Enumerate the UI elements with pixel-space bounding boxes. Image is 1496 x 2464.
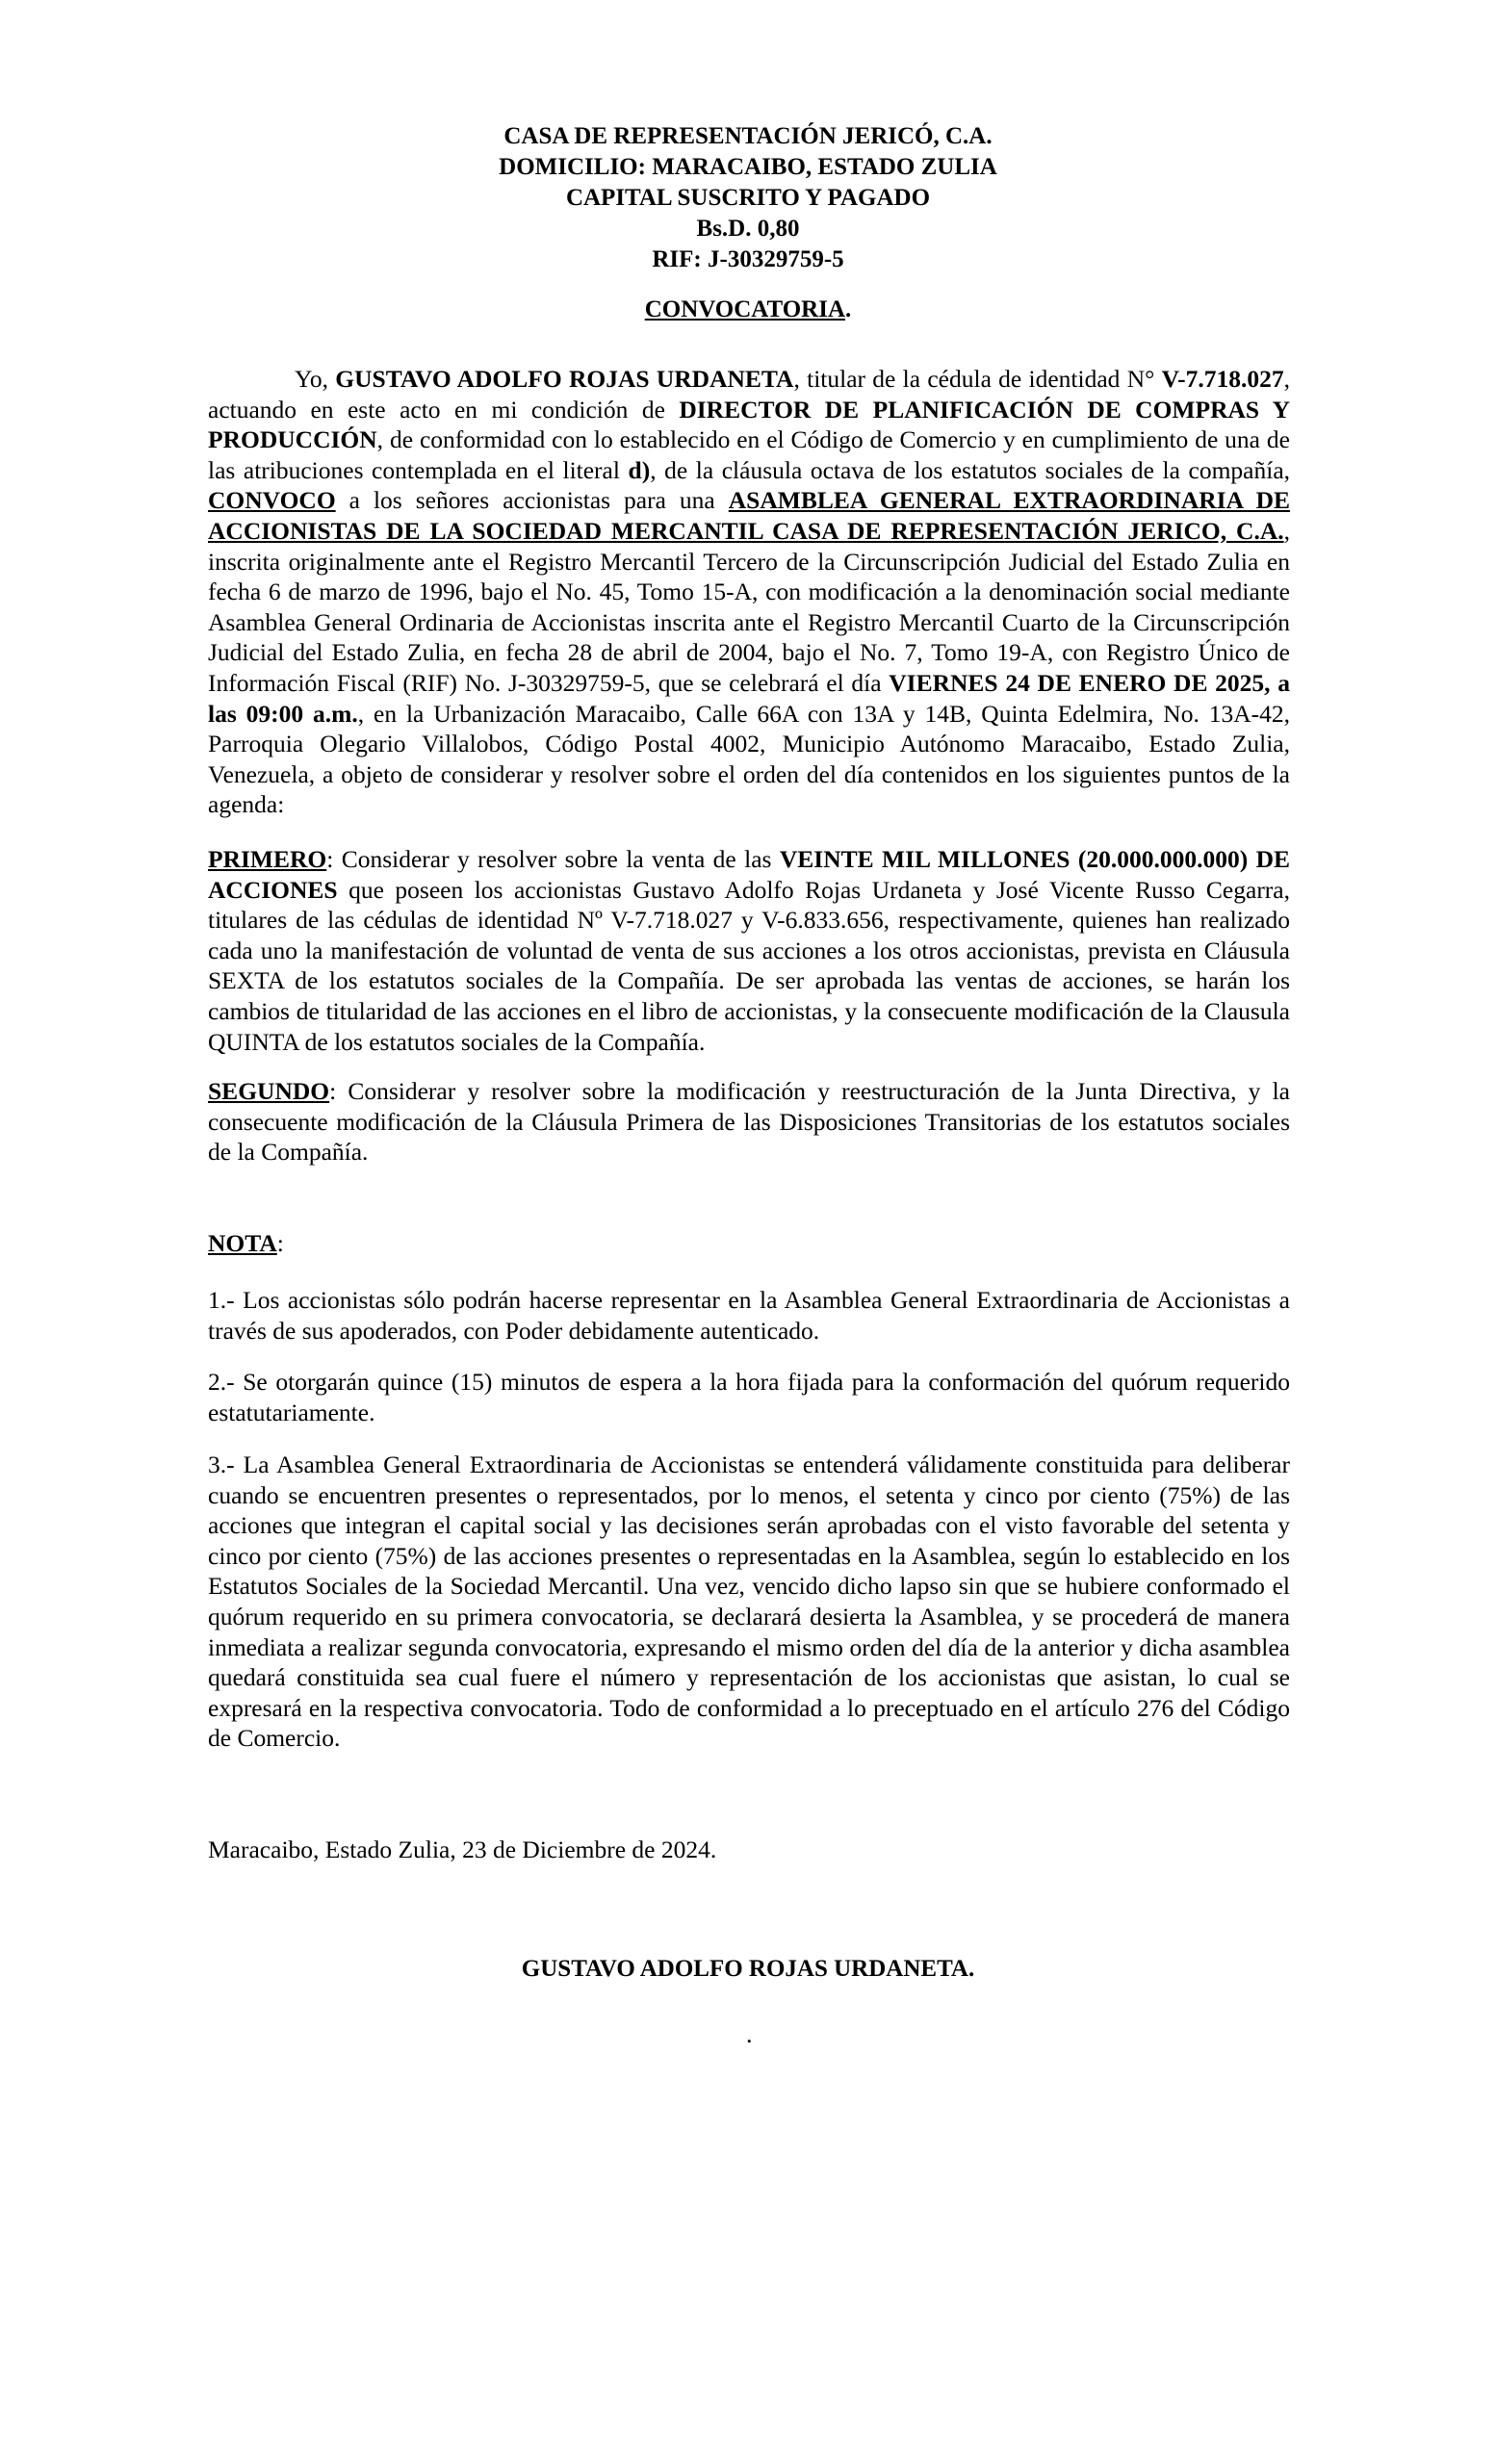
- capital-label: CAPITAL SUSCRITO Y PAGADO: [565, 185, 931, 211]
- intro-text-3: , actuando en este acto en mi condición de: [208, 365, 1290, 424]
- nota-item-1: 1.- Los accionistas sólo podrán hacerse representar en la Asamblea General Extraordinaria de Accionistas a través de sus apoderados, con Poder debidamente autenticado.: [208, 1286, 1290, 1345]
- nota-item-2: 2.- Se otorgarán quince (15) minutos de espera a la hora fijada para la conformación del quórum requerido estatutariamente.: [208, 1368, 1290, 1426]
- primero-text-1: : Considerar y resolver sobre la venta de las: [326, 845, 780, 873]
- company-domicile: DOMICILIO: MARACAIBO, ESTADO ZULIA: [499, 154, 997, 180]
- nota-item-3: 3.- La Asamblea General Extraordinaria de Accionistas se entenderá válidamente constituida para deliberar cuando se encuentren presentes o representados, por lo menos, el setenta y cinco por ciento (75%) de las acciones que integran el capital social y las decisiones serán aprobadas con el visto favorable del setenta y cinco por ciento (75%) de las acciones presentes o representadas en la Asamblea, según lo establecido en los Estatutos Sociales de la Sociedad Mercantil. Una vez, vencido dicho lapso sin que se hubiere conformado el quórum requerido en su primera convocatoria, se declarará desierta la Asamblea, y se procederá de manera inmediata a realizar segunda convocatoria, expresando el mismo orden del día de la anterior y dicha asamblea quedará constituida sea cual fuere el número y representación de los accionistas que asistan, lo cual se expresará en la respectiva convocatoria. Todo de conformidad a lo preceptuado en el artículo 276 del Código de Comercio.: [208, 1450, 1290, 1753]
- company-name: CASA DE REPRESENTACIÓN JERICÓ, C.A.: [503, 123, 993, 149]
- document-title-suffix: .: [845, 296, 852, 322]
- segundo-text: : Considerar y resolver sobre la modificación y reestructuración de la Junta Directiva, y la consecuente modificación de la Cláusula Primera de las Disposiciones Transitorias de los estatutos sociales de la Compañía.: [208, 1077, 1290, 1167]
- primero-label: PRIMERO: [208, 845, 327, 873]
- document-title-text: CONVOCATORIA: [644, 296, 846, 322]
- convener-role: DIRECTOR DE PLANIFICACIÓN DE COMPRAS Y PRODUCCIÓN: [208, 395, 1290, 454]
- convener-name: GUSTAVO ADOLFO ROJAS URDANETA: [335, 365, 794, 393]
- intro-text-6: a los señores accionistas para una: [335, 486, 729, 515]
- nota-suffix: :: [276, 1229, 284, 1257]
- agenda-item-primero: [208, 844, 1290, 1057]
- trailing-mark: .: [746, 2020, 753, 2048]
- intro-text-5: , de la cláusula octava de los estatutos sociales de la compañía,: [650, 455, 1291, 484]
- nota-label: NOTA: [208, 1229, 277, 1257]
- intro-text-2: , titular de la cédula de identidad N°: [793, 365, 1162, 393]
- shares-amount: VEINTE MIL MILLONES (20.000.000.000) DE ACCIONES: [208, 845, 1290, 904]
- intro-text-8: , en la Urbanización Maracaibo, Calle 66A con 13A y 14B, Quinta Edelmira, No. 13A-42, Parroquia Olegario Villalobos, Código Postal 4002, Municipio Autónomo Maracaibo, Estado Zulia, Venezuela, a objeto de considerar y resolver sobre el orden del día contenidos en los siguientes puntos de la agenda:: [208, 699, 1290, 819]
- intro-paragraph: [208, 364, 1290, 820]
- convoco-keyword: CONVOCO: [208, 486, 336, 515]
- primero-text-2: que poseen los accionistas Gustavo Adolfo Rojas Urdaneta y José Vicente Russo Cegarra, titulares de las cédulas de identidad Nº V-7.718.027 y V-6.833.656, respectivamente, quienes han realizado cada uno la manifestación de voluntad de venta de sus acciones a los otros accionistas, prevista en Cláusula SEXTA de los estatutos sociales de la Compañía. De ser aprobada las ventas de acciones, se harán los cambios de titularidad de las acciones en el libro de accionistas, y la consecuente modificación de la Clausula QUINTA de los estatutos sociales de la Compañía.: [208, 875, 1290, 1056]
- intro-text-1: Yo,: [295, 365, 336, 393]
- intro-text-7: , inscrita originalmente ante el Registro Mercantil Tercero de la Circunscripción Judicial del Estado Zulia en fecha 6 de marzo de 1996, bajo el No. 45, Tomo 15-A, con modificación a la denominación social mediante Asamblea General Ordinaria de Accionistas inscrita ante el Registro Mercantil Cuarto de la Circunscripción Judicial del Estado Zulia, en fecha 28 de abril de 2004, bajo el No. 7, Tomo 19-A, con Registro Único de Información Fiscal (RIF) No. J-30329759-5, que se celebrará el día: [208, 516, 1290, 697]
- literal-ref: d): [628, 455, 651, 484]
- nota-heading: [208, 1228, 1290, 1259]
- signature-name: GUSTAVO ADOLFO ROJAS URDANETA.: [521, 1956, 975, 1982]
- convener-id: V-7.718.027: [1161, 365, 1284, 393]
- agenda-item-segundo: [208, 1076, 1290, 1168]
- assembly-name: ASAMBLEA GENERAL EXTRAORDINARIA DE ACCIONISTAS DE LA SOCIEDAD MERCANTIL CASA DE REPRESENTACIÓN JERICO, C.A.: [208, 486, 1291, 545]
- meeting-datetime: VIERNES 24 DE ENERO DE 2025, a las 09:00 a.m.: [208, 668, 1290, 728]
- capital-amount: Bs.D. 0,80: [696, 216, 800, 242]
- company-rif: RIF: J-30329759-5: [652, 246, 844, 272]
- place-and-date: Maracaibo, Estado Zulia, 23 de Diciembre de 2024.: [208, 1835, 717, 1863]
- intro-text-4: , de conformidad con lo establecido en el Código de Comercio y en cumplimiento de una de las atribuciones contemplada en el literal: [208, 425, 1290, 484]
- document-title: [0, 295, 1496, 325]
- company-header: [0, 121, 1496, 325]
- segundo-label: SEGUNDO: [208, 1077, 330, 1105]
